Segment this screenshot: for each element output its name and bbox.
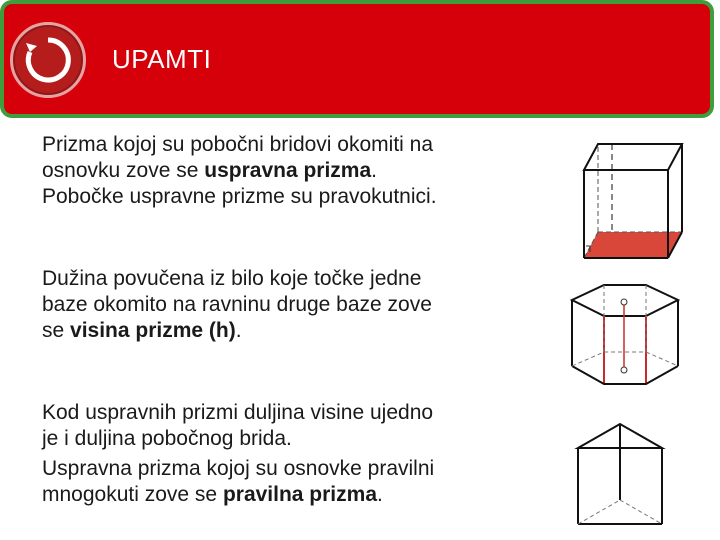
term-visina-prizme: visina prizme (h) (70, 319, 236, 342)
paragraph-uspravna-prizma: Prizma kojoj su pobočni bridovi okomiti na osnovku zove se uspravna prizma. Pobočke uspravne prizme su pravokutnici. (42, 133, 437, 208)
rectangular-prism-figure (572, 136, 688, 264)
paragraph-visina-prizme: Dužina povučena iz bilo koje točke jedne baze okomito na ravninu druge baze zove se visina prizme (h). (42, 267, 432, 342)
refresh-icon (23, 35, 73, 85)
triangular-prism-figure (574, 420, 674, 530)
page-title: UPAMTI (112, 44, 212, 74)
term-pravilna-prizma: pravilna prizma (222, 483, 377, 506)
paragraph-pravilna-prizma: Uspravna prizma kojoj su osnovke pravilni mnogokuti zove se pravilna prizma. (42, 457, 435, 506)
hexagonal-prism-figure (564, 280, 686, 392)
header-banner (0, 0, 714, 118)
paragraph-duljina-visine: Kod uspravnih prizmi duljina visine ujedno je i duljina pobočnog brida. (42, 401, 434, 450)
term-uspravna-prizma: uspravna prizma (204, 159, 372, 182)
badge (10, 22, 86, 98)
